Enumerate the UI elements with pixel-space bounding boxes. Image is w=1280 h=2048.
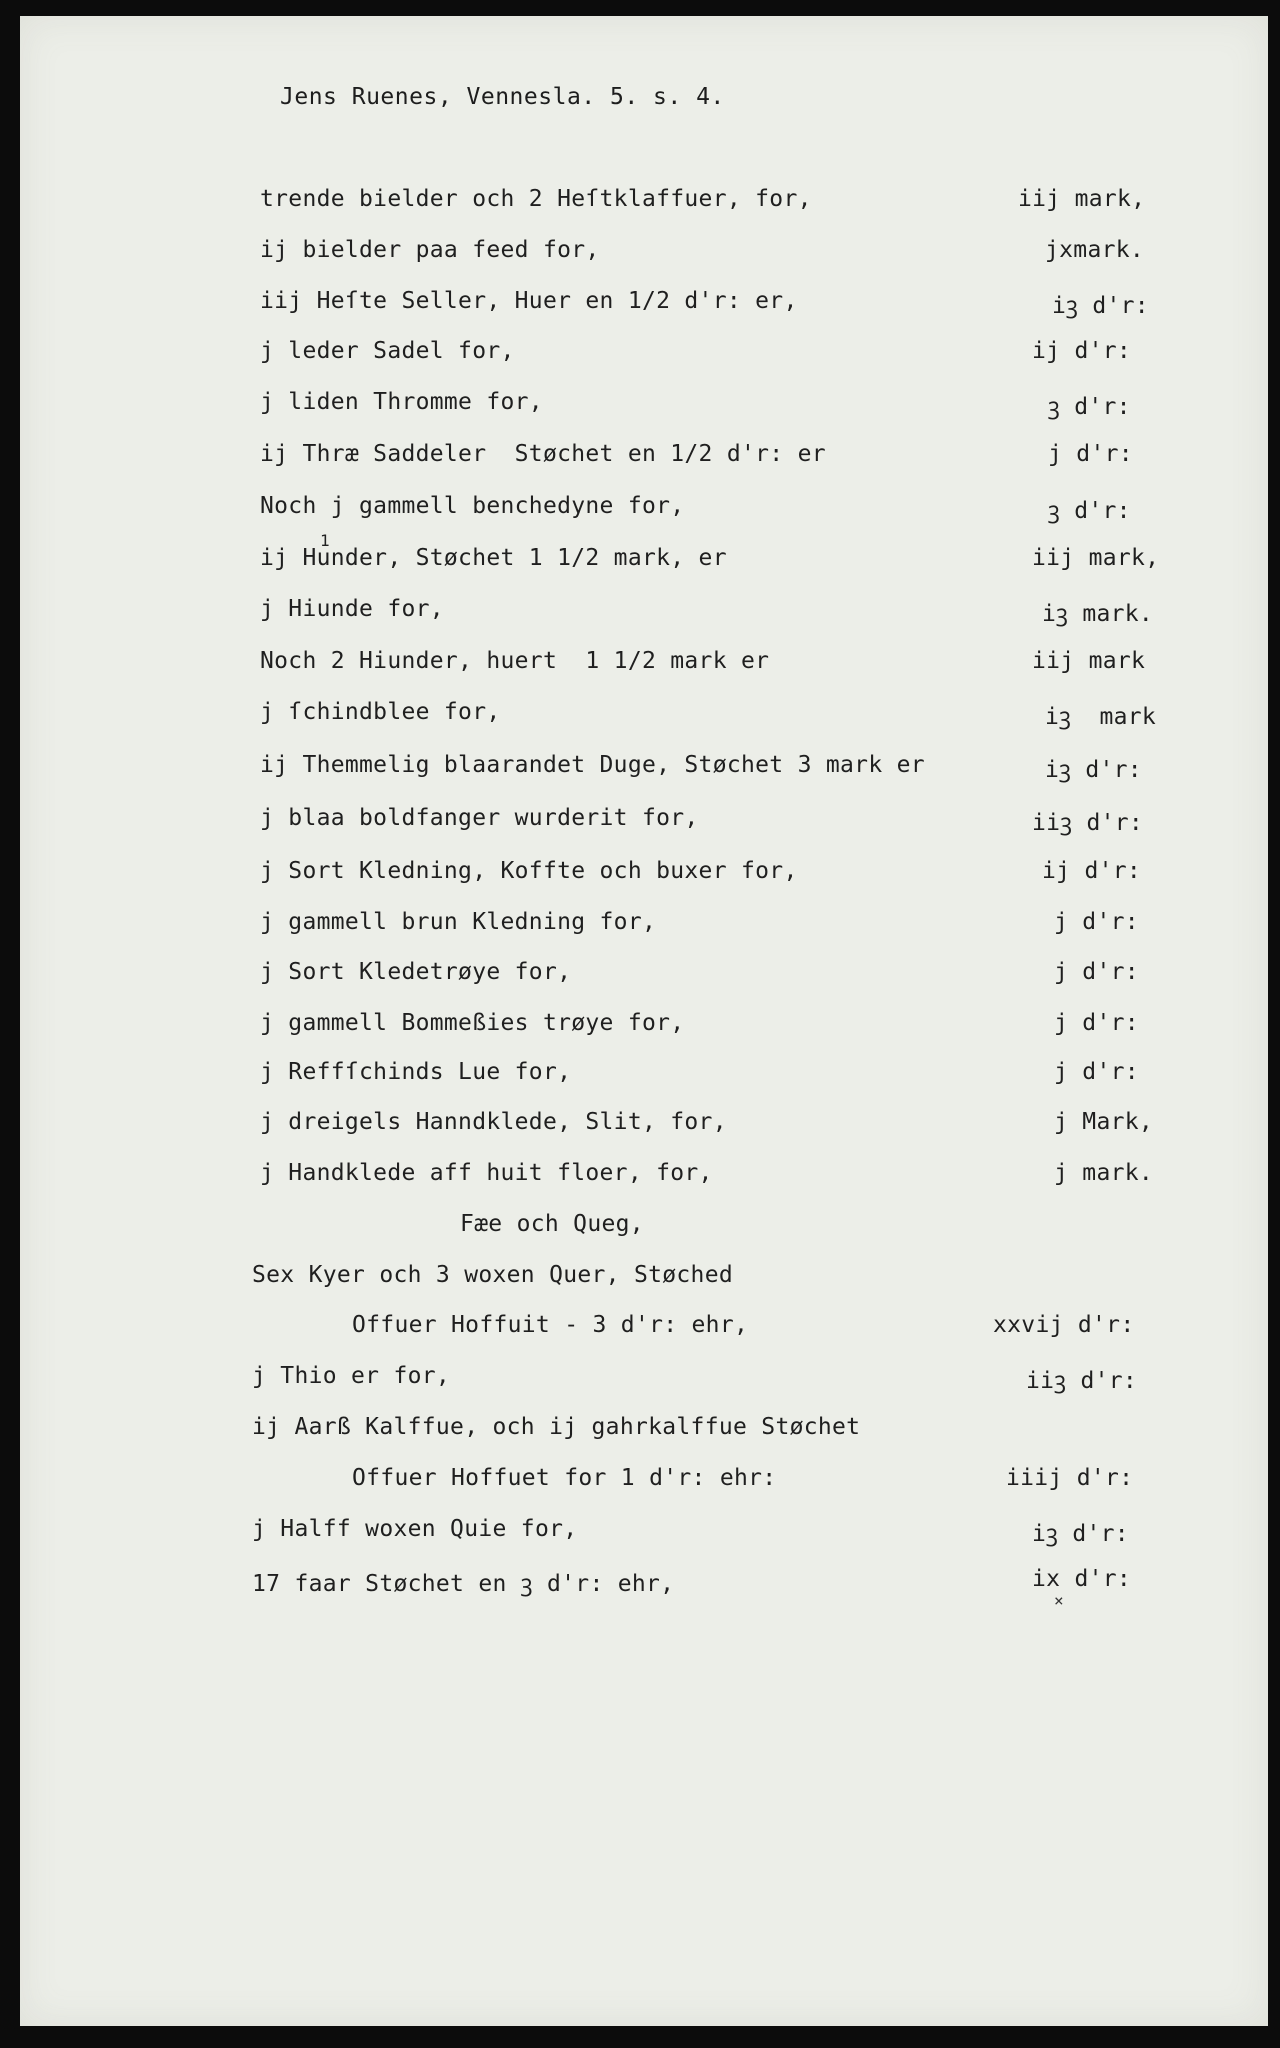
item-text: j liden Thromme for, bbox=[260, 389, 543, 415]
item-text: j gammell brun Kledning for, bbox=[260, 909, 657, 935]
item-text: j Thio er for, bbox=[252, 1363, 451, 1389]
item-value: iꝫ mark. bbox=[1042, 601, 1154, 627]
item-value: j d'r: bbox=[1048, 441, 1133, 467]
item-value: iꝫ mark bbox=[1045, 704, 1157, 730]
section-heading bbox=[20, 1211, 1268, 1251]
list-item bbox=[20, 959, 1268, 999]
item-text: j Halff woxen Quie for, bbox=[252, 1516, 578, 1542]
item-text: j blaa boldfanger wurderit for, bbox=[260, 805, 699, 831]
item-text: j Sort Kledning, Koffte och buxer for, bbox=[260, 858, 798, 884]
item-value: j mark. bbox=[1054, 1160, 1154, 1186]
item-value: iꝫ d'r: bbox=[1045, 757, 1142, 783]
item-value: iꝫ d'r: bbox=[1052, 293, 1149, 319]
list-item bbox=[20, 1566, 1268, 1606]
list-item bbox=[20, 699, 1268, 739]
list-item bbox=[20, 288, 1268, 328]
item-text: Noch 2 Hiunder, huert 1 1/2 mark er bbox=[260, 648, 770, 674]
list-item bbox=[20, 1414, 1268, 1454]
item-value: ix d'r: bbox=[1032, 1566, 1132, 1592]
list-item bbox=[20, 1312, 1268, 1352]
item-value: ij d'r: bbox=[1042, 858, 1142, 884]
item-value: xxvij d'r: bbox=[993, 1312, 1135, 1338]
list-item bbox=[20, 752, 1268, 792]
item-value: iij mark, bbox=[1032, 545, 1160, 571]
item-value: jxmark. bbox=[1045, 237, 1145, 263]
item-text: j gammell Bommeßies trøye for, bbox=[260, 1010, 685, 1036]
item-text: j Reffſchinds Lue for, bbox=[260, 1059, 572, 1085]
list-item bbox=[20, 545, 1268, 585]
list-item bbox=[20, 1059, 1268, 1099]
item-text: ij Themmelig blaarandet Duge, Støchet 3 mark er bbox=[260, 752, 925, 778]
item-text: ij Hunder, Støchet 1 1/2 mark, er bbox=[260, 545, 727, 571]
item-value: ꝫ d'r: bbox=[1048, 394, 1131, 420]
item-value: ꝫ d'r: bbox=[1048, 498, 1131, 524]
item-value: iꝫ d'r: bbox=[1032, 1521, 1129, 1547]
list-item bbox=[20, 186, 1268, 226]
item-text: ij bielder paa feed for, bbox=[260, 237, 600, 263]
item-text: j leder Sadel for, bbox=[260, 338, 515, 364]
item-value: iiꝫ d'r: bbox=[1026, 1368, 1138, 1394]
item-value: j d'r: bbox=[1054, 909, 1139, 935]
item-value: j d'r: bbox=[1054, 1059, 1139, 1085]
list-item bbox=[20, 1516, 1268, 1556]
item-text: 17 faar Støchet en ꝫ d'r: ehr, bbox=[252, 1571, 675, 1597]
item-value: ij d'r: bbox=[1032, 338, 1132, 364]
document-page bbox=[20, 16, 1268, 2026]
item-text: Sex Kyer och 3 woxen Quer, Støched bbox=[252, 1262, 734, 1288]
item-text: ij Thræ Saddeler Støchet en 1/2 d'r: er bbox=[260, 441, 826, 467]
list-item bbox=[20, 648, 1268, 688]
item-value: iij mark, bbox=[1018, 186, 1146, 212]
list-item bbox=[20, 805, 1268, 845]
correction-mark: × bbox=[1054, 1591, 1064, 1610]
item-text: j Sort Kledetrøye for, bbox=[260, 959, 572, 985]
item-text: j Hiunde for, bbox=[260, 596, 444, 622]
item-text: Offuer Hoffuit - 3 d'r: ehr, bbox=[352, 1312, 749, 1338]
list-item bbox=[20, 1262, 1268, 1302]
list-item bbox=[20, 1109, 1268, 1149]
item-value: j d'r: bbox=[1054, 1010, 1139, 1036]
item-value: iiꝫ d'r: bbox=[1032, 810, 1144, 836]
list-item bbox=[20, 858, 1268, 898]
list-item bbox=[20, 1160, 1268, 1200]
interlinear-note: 1 bbox=[320, 531, 330, 550]
item-text: Noch j gammell benchedyne for, bbox=[260, 493, 685, 519]
list-item bbox=[20, 441, 1268, 481]
list-item bbox=[20, 389, 1268, 429]
list-item bbox=[20, 1010, 1268, 1050]
item-text: j dreigels Hanndklede, Slit, for, bbox=[260, 1109, 727, 1135]
item-text: j ſchindblee for, bbox=[260, 699, 501, 725]
item-text: Fæe och Queg, bbox=[460, 1211, 644, 1237]
item-text: j Handklede aff huit floer, for, bbox=[260, 1160, 713, 1186]
item-text: trende bielder och 2 Heſtklaffuer, for, bbox=[260, 186, 812, 212]
list-item bbox=[20, 909, 1268, 949]
item-value: j d'r: bbox=[1054, 959, 1139, 985]
item-value: j Mark, bbox=[1054, 1109, 1154, 1135]
item-text: ij Aarß Kalffue, och ij gahrkalffue Støchet bbox=[252, 1414, 861, 1440]
list-item bbox=[20, 338, 1268, 378]
item-value: iiij d'r: bbox=[1006, 1465, 1134, 1491]
list-item bbox=[20, 237, 1268, 277]
item-text: Offuer Hoffuet for 1 d'r: ehr: bbox=[352, 1465, 777, 1491]
item-value: iij mark bbox=[1032, 648, 1146, 674]
document-title: Jens Ruenes, Vennesla. 5. s. 4. bbox=[280, 84, 725, 110]
item-text: iij Heſte Seller, Huer en 1/2 d'r: er, bbox=[260, 288, 798, 314]
list-item bbox=[20, 1465, 1268, 1505]
list-item bbox=[20, 493, 1268, 533]
list-item bbox=[20, 596, 1268, 636]
list-item bbox=[20, 1363, 1268, 1403]
